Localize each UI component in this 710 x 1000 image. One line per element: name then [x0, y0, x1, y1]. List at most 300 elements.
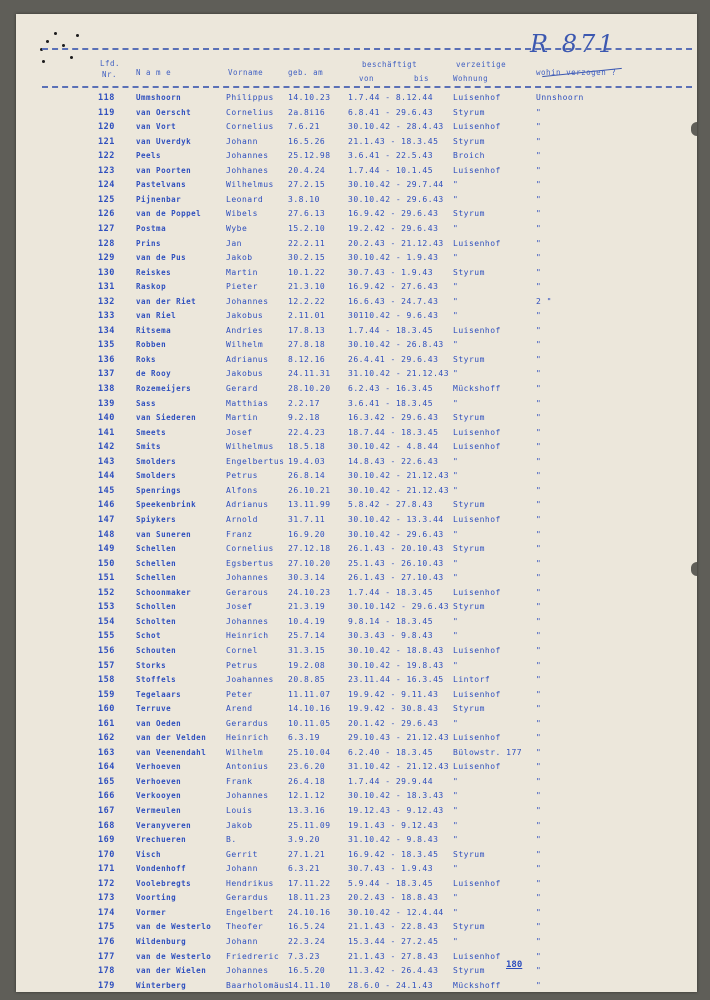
- row-residence: ": [453, 471, 459, 481]
- row-birthdate: 20.4.24: [288, 165, 326, 175]
- row-number: 166: [98, 791, 115, 802]
- row-moved-to: ": [536, 224, 542, 233]
- row-moved-to: ": [536, 107, 542, 117]
- row-firstname: Jan: [226, 238, 242, 248]
- row-birthdate: 17.11.22: [288, 878, 331, 888]
- row-firstname: Adrianus: [226, 500, 269, 510]
- row-surname: van der Riet: [136, 296, 197, 306]
- row-residence: Lintorf: [453, 675, 491, 684]
- row-employment-period: 19.12.43 - 9.12.43: [348, 806, 444, 815]
- row-residence: ": [453, 776, 459, 786]
- row-moved-to: Unnshoorn: [536, 93, 584, 102]
- row-residence: ": [453, 194, 459, 204]
- row-moved-to: ": [536, 267, 542, 277]
- table-row: [16, 981, 697, 995]
- row-moved-to: ": [536, 238, 542, 248]
- table-row: [16, 544, 697, 558]
- row-firstname: Heinrich: [226, 733, 269, 743]
- row-moved-to: ": [536, 907, 542, 917]
- row-residence: Luisenhof: [453, 587, 501, 597]
- row-number: 148: [98, 529, 115, 540]
- row-residence: ": [453, 282, 459, 292]
- row-residence: ": [453, 573, 459, 583]
- header-verzeitige: verzeitige: [456, 60, 507, 69]
- row-birthdate: 25.10.04: [288, 747, 331, 757]
- row-number: 150: [98, 558, 115, 569]
- table-row: [16, 515, 697, 529]
- row-moved-to: ": [536, 413, 542, 423]
- row-employment-period: 6.2.40 - 18.3.45: [348, 747, 434, 757]
- row-birthdate: 16.9.20: [288, 529, 326, 539]
- table-row: [16, 108, 697, 122]
- row-number: 141: [98, 427, 115, 438]
- row-surname: Peels: [136, 151, 162, 161]
- table-row: [16, 762, 697, 776]
- row-surname: Storks: [136, 660, 167, 670]
- table-row: [16, 893, 697, 907]
- table-row: [16, 675, 697, 689]
- row-moved-to: ": [536, 733, 542, 743]
- row-employment-period: 21.1.43 - 18.3.45: [348, 136, 439, 146]
- row-surname: Roks: [136, 354, 157, 364]
- row-number: 175: [98, 922, 115, 933]
- row-firstname: Johhanes: [226, 165, 269, 175]
- row-birthdate: 16.5.24: [288, 922, 326, 932]
- row-birthdate: 19.2.08: [288, 660, 326, 670]
- row-birthdate: 23.6.20: [288, 762, 326, 772]
- table-row: [16, 879, 697, 893]
- row-surname: Verkooyen: [136, 791, 182, 801]
- row-firstname: Gerardus: [226, 893, 269, 903]
- document-page: [16, 14, 697, 992]
- row-birthdate: 20.8.85: [288, 675, 326, 684]
- row-employment-period: 15.3.44 - 27.2.45: [348, 936, 439, 946]
- row-surname: van Poorten: [136, 165, 192, 175]
- header-nr: Nr.: [102, 70, 118, 79]
- row-birthdate: 30.3.14: [288, 573, 326, 583]
- row-employment-period: 31.10.42 - 9.8.43: [348, 835, 439, 845]
- row-number: 168: [98, 820, 115, 831]
- row-birthdate: 19.4.03: [288, 456, 326, 466]
- row-surname: van de Westerlo: [136, 951, 212, 961]
- row-employment-period: 3.6.41 - 22.5.43: [348, 151, 434, 161]
- row-number: 172: [98, 878, 115, 889]
- row-moved-to: ": [536, 704, 542, 714]
- row-surname: Prins: [136, 238, 162, 248]
- table-row: [16, 573, 697, 587]
- row-employment-period: 1.7.44 - 8.12.44: [348, 93, 434, 102]
- row-employment-period: 30.10.42 - 19.8.43: [348, 660, 444, 670]
- row-firstname: Johannes: [226, 296, 269, 306]
- row-surname: Winterberg: [136, 980, 187, 990]
- row-number: 119: [98, 107, 115, 118]
- table-row: [16, 631, 697, 645]
- table-row: [16, 588, 697, 602]
- row-surname: Voolebregts: [136, 878, 192, 888]
- table-row: [16, 457, 697, 471]
- header-divider: [42, 86, 692, 88]
- row-surname: Pastelvans: [136, 180, 187, 190]
- row-residence: ": [453, 631, 459, 641]
- row-firstname: Franz: [226, 529, 253, 539]
- table-row: [16, 224, 697, 238]
- row-residence: Bülowstr. 177: [453, 747, 523, 757]
- row-firstname: Wibels: [226, 209, 258, 219]
- row-firstname: Petrus: [226, 471, 258, 481]
- row-employment-period: 6.2.43 - 16.3.45: [348, 384, 434, 393]
- row-surname: Pijnenbar: [136, 194, 182, 204]
- row-birthdate: 27.10.20: [288, 558, 331, 568]
- row-residence: Luisenhof: [453, 442, 501, 452]
- row-number: 128: [98, 238, 115, 249]
- row-residence: Luisenhof: [453, 238, 501, 248]
- row-residence: Luisenhof: [453, 689, 501, 699]
- row-firstname: Philippus: [226, 93, 274, 102]
- table-row: [16, 602, 697, 616]
- header-von: von: [359, 74, 375, 83]
- row-residence: ": [453, 180, 459, 190]
- row-moved-to: ": [536, 747, 542, 757]
- header-vorname: Vorname: [228, 68, 264, 77]
- row-birthdate: 15.2.10: [288, 224, 326, 233]
- row-residence: Styrum: [453, 500, 485, 510]
- table-row: [16, 646, 697, 660]
- row-number: 139: [98, 398, 115, 409]
- row-birthdate: 6.3.21: [288, 864, 320, 874]
- row-employment-period: 20.1.42 - 29.6.43: [348, 718, 439, 728]
- row-firstname: Engelbertus: [226, 456, 285, 466]
- row-birthdate: 13.3.16: [288, 806, 326, 815]
- row-surname: Smolders: [136, 456, 177, 466]
- row-surname: Raskop: [136, 282, 167, 292]
- row-residence: Styrum: [453, 267, 485, 277]
- row-birthdate: 21.3.10: [288, 282, 326, 292]
- row-employment-period: 21.1.43 - 22.8.43: [348, 922, 439, 932]
- row-employment-period: 20.2.43 - 21.12.43: [348, 238, 444, 248]
- row-residence: Mückshoff: [453, 384, 501, 393]
- row-number: 177: [98, 951, 115, 962]
- row-employment-period: 30.10.42 - 29.7.44: [348, 180, 444, 190]
- row-birthdate: 6.3.19: [288, 733, 320, 743]
- row-employment-period: 16.3.42 - 29.6.43: [348, 413, 439, 423]
- row-moved-to: ": [536, 485, 542, 495]
- row-number: 158: [98, 675, 115, 685]
- row-employment-period: 26.1.43 - 20.10.43: [348, 544, 444, 553]
- row-moved-to: ": [536, 573, 542, 583]
- row-number: 171: [98, 864, 115, 875]
- row-birthdate: 16.5.20: [288, 966, 326, 975]
- row-firstname: Adrianus: [226, 354, 269, 364]
- row-employment-period: 16.6.43 - 24.7.43: [348, 296, 439, 306]
- table-row: [16, 384, 697, 398]
- row-employment-period: 30.7.43 - 1.9.43: [348, 864, 434, 874]
- row-birthdate: 24.11.31: [288, 369, 331, 379]
- row-surname: Schellen: [136, 544, 177, 553]
- table-row: [16, 500, 697, 514]
- row-surname: Smits: [136, 442, 162, 452]
- row-moved-to: ": [536, 849, 542, 859]
- table-row: [16, 311, 697, 325]
- row-moved-to: ": [536, 689, 542, 699]
- row-employment-period: 19.1.43 - 9.12.43: [348, 820, 439, 830]
- row-surname: Spenrings: [136, 485, 182, 495]
- row-birthdate: 25.11.09: [288, 820, 331, 830]
- row-number: 143: [98, 456, 115, 467]
- row-birthdate: 12.1.12: [288, 791, 326, 801]
- row-firstname: B.: [226, 835, 237, 845]
- row-moved-to: ": [536, 922, 542, 932]
- row-birthdate: 7.3.23: [288, 951, 320, 961]
- row-number: 127: [98, 224, 115, 234]
- row-birthdate: 10.1.22: [288, 267, 326, 277]
- row-residence: Broich: [453, 151, 485, 161]
- row-surname: van Veenendahl: [136, 747, 207, 757]
- row-residence: Styrum: [453, 136, 485, 146]
- row-surname: Vormer: [136, 907, 167, 917]
- row-residence: ": [453, 616, 459, 626]
- row-number: 136: [98, 354, 115, 365]
- row-firstname: Arnold: [226, 515, 258, 524]
- row-residence: Styrum: [453, 413, 485, 423]
- row-surname: Terruve: [136, 704, 172, 714]
- table-row: [16, 821, 697, 835]
- row-number: 130: [98, 267, 115, 278]
- row-firstname: Johannes: [226, 151, 269, 161]
- row-birthdate: 21.3.19: [288, 602, 326, 612]
- row-number: 140: [98, 413, 115, 424]
- row-employment-period: 31.10.42 - 21.12.43: [348, 369, 450, 379]
- row-surname: Verhoeven: [136, 762, 182, 772]
- row-employment-period: 30.10.42 - 12.4.44: [348, 907, 444, 917]
- row-moved-to: ": [536, 340, 542, 350]
- table-row: [16, 922, 697, 936]
- row-residence: ": [453, 369, 459, 379]
- row-employment-period: 20.2.43 - 18.8.43: [348, 893, 439, 903]
- row-employment-period: 30.10.42 - 21.12.43: [348, 485, 450, 495]
- row-number: 170: [98, 849, 115, 860]
- table-row: [16, 471, 697, 485]
- table-row: [16, 690, 697, 704]
- row-number: 159: [98, 689, 115, 700]
- row-birthdate: 3.9.20: [288, 835, 320, 845]
- row-surname: Scholten: [136, 616, 177, 626]
- table-row: [16, 806, 697, 820]
- row-firstname: Frank: [226, 776, 253, 786]
- row-birthdate: 26.4.18: [288, 776, 326, 786]
- row-firstname: Leonard: [226, 194, 264, 204]
- row-employment-period: 30.10.42 - 18.3.43: [348, 791, 444, 801]
- row-number: 123: [98, 165, 115, 176]
- row-number: 129: [98, 253, 115, 264]
- row-residence: ": [453, 456, 459, 466]
- row-surname: van Uverdyk: [136, 136, 192, 146]
- row-number: 121: [98, 136, 115, 147]
- row-moved-to: ": [536, 660, 542, 670]
- row-employment-period: 11.3.42 - 26.4.43: [348, 966, 439, 975]
- row-surname: Speekenbrink: [136, 500, 197, 510]
- row-residence: Luisenhof: [453, 515, 501, 524]
- row-employment-period: 25.1.43 - 26.10.43: [348, 558, 444, 568]
- row-birthdate: 25.12.98: [288, 151, 331, 161]
- row-residence: Luisenhof: [453, 427, 501, 437]
- row-firstname: Cornelius: [226, 122, 274, 132]
- row-residence: Styrum: [453, 849, 485, 859]
- row-firstname: Jakob: [226, 253, 253, 263]
- row-number: 132: [98, 296, 115, 307]
- table-row: [16, 122, 697, 136]
- row-birthdate: 24.10.23: [288, 587, 331, 597]
- row-residence: ": [453, 893, 459, 903]
- row-residence: ": [453, 907, 459, 917]
- row-firstname: Gerarous: [226, 587, 269, 597]
- table-row: [16, 661, 697, 675]
- row-number: 152: [98, 587, 115, 598]
- row-surname: Vrechueren: [136, 835, 187, 845]
- row-surname: Smolders: [136, 471, 177, 481]
- row-residence: Styrum: [453, 544, 485, 553]
- row-birthdate: 18.5.18: [288, 442, 326, 452]
- row-residence: ": [453, 296, 459, 306]
- row-moved-to: ": [536, 544, 542, 553]
- row-surname: de Rooy: [136, 369, 172, 379]
- top-divider: [42, 48, 692, 50]
- row-firstname: Joahannes: [226, 675, 274, 684]
- row-moved-to: ": [536, 878, 542, 888]
- row-moved-to: ": [536, 354, 542, 364]
- row-moved-to: ": [536, 820, 542, 830]
- row-surname: van Oeden: [136, 718, 182, 728]
- row-number: 174: [98, 907, 115, 918]
- row-moved-to: ": [536, 165, 542, 175]
- row-moved-to: ": [536, 806, 542, 815]
- table-row: [16, 748, 697, 762]
- row-firstname: Theofer: [226, 922, 264, 932]
- row-number: 124: [98, 180, 115, 191]
- row-surname: van Suneren: [136, 529, 192, 539]
- table-row: [16, 777, 697, 791]
- row-birthdate: 2.11.01: [288, 311, 326, 321]
- table-row: [16, 937, 697, 951]
- row-residence: Mückshoff: [453, 980, 501, 990]
- row-moved-to: ": [536, 776, 542, 786]
- row-residence: ": [453, 835, 459, 845]
- row-surname: Vermeulen: [136, 806, 182, 815]
- row-moved-to: ": [536, 980, 542, 990]
- row-surname: Schellen: [136, 573, 177, 583]
- row-residence: ": [453, 224, 459, 233]
- row-residence: Styrum: [453, 602, 485, 612]
- row-residence: Styrum: [453, 209, 485, 219]
- row-birthdate: 10.11.05: [288, 718, 331, 728]
- row-firstname: Wilhelm: [226, 747, 264, 757]
- row-moved-to: ": [536, 180, 542, 190]
- row-firstname: Johannes: [226, 573, 269, 583]
- row-surname: Schellen: [136, 558, 177, 568]
- row-number: 146: [98, 500, 115, 511]
- row-firstname: Cornelius: [226, 544, 274, 553]
- table-row: [16, 209, 697, 223]
- row-birthdate: 27.1.21: [288, 849, 326, 859]
- row-number: 145: [98, 485, 115, 496]
- row-number: 178: [98, 966, 115, 976]
- row-moved-to: ": [536, 500, 542, 510]
- row-firstname: Martin: [226, 413, 258, 423]
- row-employment-period: 29.10.43 - 21.12.43: [348, 733, 450, 743]
- table-row: [16, 180, 697, 194]
- row-employment-period: 23.11.44 - 16.3.45: [348, 675, 444, 684]
- row-firstname: Hendrikus: [226, 878, 274, 888]
- row-firstname: Matthias: [226, 398, 269, 408]
- row-residence: ": [453, 791, 459, 801]
- row-firstname: Cornelius: [226, 107, 274, 117]
- row-residence: ": [453, 485, 459, 495]
- row-birthdate: 2.2.17: [288, 398, 320, 408]
- table-row: [16, 369, 697, 383]
- row-residence: Luisenhof: [453, 325, 501, 335]
- row-employment-period: 5.9.44 - 18.3.45: [348, 878, 434, 888]
- row-number: 176: [98, 936, 115, 947]
- table-row: [16, 864, 697, 878]
- row-birthdate: 24.10.16: [288, 907, 331, 917]
- row-birthdate: 10.4.19: [288, 616, 326, 626]
- row-surname: Schot: [136, 631, 162, 641]
- row-number: 135: [98, 340, 115, 351]
- row-firstname: Engelbert: [226, 907, 274, 917]
- row-employment-period: 16.9.42 - 27.6.43: [348, 282, 439, 292]
- row-residence: Styrum: [453, 966, 485, 975]
- reference-number: R 871: [530, 30, 617, 58]
- row-surname: van Oerscht: [136, 107, 192, 117]
- row-number: 165: [98, 776, 115, 787]
- row-firstname: Johannes: [226, 966, 269, 975]
- row-employment-period: 28.6.0 - 24.1.43: [348, 980, 434, 990]
- table-row: [16, 908, 697, 922]
- row-birthdate: 8.12.16: [288, 354, 326, 364]
- table-row: [16, 340, 697, 354]
- row-number: 161: [98, 718, 115, 729]
- row-firstname: Josef: [226, 602, 253, 612]
- row-number: 162: [98, 733, 115, 744]
- row-number: 151: [98, 573, 115, 584]
- row-residence: Luisenhof: [453, 122, 501, 132]
- row-birthdate: 26.8.14: [288, 471, 326, 481]
- row-moved-to: ": [536, 325, 542, 335]
- row-residence: ": [453, 806, 459, 815]
- row-residence: ": [453, 311, 459, 321]
- table-row: [16, 733, 697, 747]
- header-lfd: Lfd.: [100, 59, 121, 68]
- row-moved-to: ": [536, 631, 542, 641]
- row-firstname: Johannes: [226, 791, 269, 801]
- row-residence: ": [453, 718, 459, 728]
- row-employment-period: 26.4.41 - 29.6.43: [348, 354, 439, 364]
- row-birthdate: 12.2.22: [288, 296, 326, 306]
- row-employment-period: 19.2.42 - 29.6.43: [348, 224, 439, 233]
- row-moved-to: ": [536, 936, 542, 946]
- row-number: 169: [98, 835, 115, 846]
- row-firstname: Friedreric: [226, 951, 280, 961]
- table-row: [16, 166, 697, 180]
- row-birthdate: 31.3.15: [288, 645, 326, 655]
- row-moved-to: ": [536, 529, 542, 539]
- row-birthdate: 26.10.21: [288, 485, 331, 495]
- row-firstname: Johannes: [226, 616, 269, 626]
- row-number: 126: [98, 209, 115, 220]
- row-moved-to: ": [536, 427, 542, 437]
- row-surname: Stoffels: [136, 675, 177, 684]
- row-moved-to: ": [536, 471, 542, 481]
- row-number: 164: [98, 762, 115, 773]
